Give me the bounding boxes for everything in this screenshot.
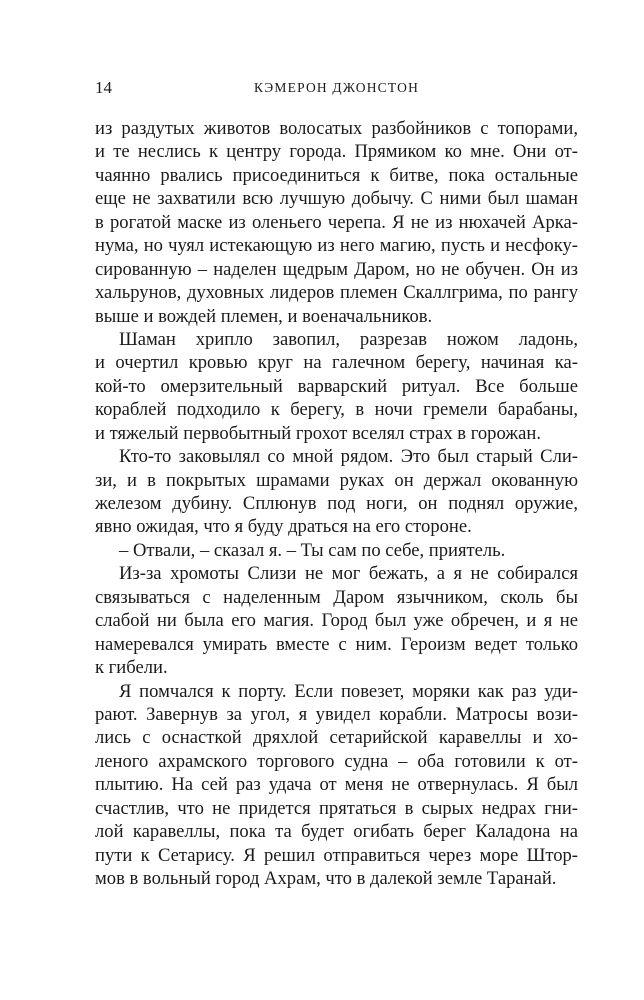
paragraph [95,539,578,562]
text-line: хальрунов, духовных лидеров племен Скаллгрима, по рангу [95,282,578,304]
text-line: намеревался умирать вместе с ним. Героизм ведет только [95,633,578,655]
text-line: кораблей подходило к берегу, в ночи гремели барабаны, [95,399,578,421]
text-line: Я помчался к порту. Если повезет, моряки как раз уди- [119,680,578,702]
paragraph [95,562,578,679]
text-line: нума, но чуял истекающую из него магию, пусть и несфоку- [95,235,578,257]
text-line: лись с оснасткой дряхлой сетарийской каравеллы и хо- [95,727,578,749]
text-line: плытию. На сей раз удача от меня не отвернулась. Я был [95,774,578,796]
text-line: связываться с наделенным Даром язычником, сколь бы [95,586,578,608]
running-title: КЭМЕРОН ДЖОНСТОН [253,80,420,95]
page-body [95,117,578,890]
text-line: в рогатой маске из оленьего черепа. Я не из нюхачей Арка- [95,211,578,233]
text-line: железом дубину. Сплюнув под ноги, он поднял оружие, [95,493,578,514]
page-header [95,78,578,100]
text-line: – Отвали, – сказал я. – Ты сам по себе, приятель. [119,539,506,561]
text-line: Из-за хромоты Слизи не мог бежать, а я не собирался [119,563,578,585]
text-line: слабой ни была его магия. Город был уже обречен, и я не [95,610,578,632]
text-line: сированную – наделен щедрым Даром, но не обучен. Он из [95,258,578,280]
text-line: чаянно рвались присоединиться к битве, пока остальные [95,164,578,186]
text-line: зи, и в покрытых шрамами руках он держал окованную [95,469,578,491]
text-line: и очертил кровью круг на галечном берегу, начиная ка- [95,352,578,374]
paragraph [95,328,578,445]
text-line: и тяжелый первобытный грохот вселял страх в горожан. [95,422,541,444]
text-line: явно ожидая, что я буду драться на его стороне. [95,516,472,538]
text-line: Шаман хрипло завопил, разрезав ножом ладонь, [119,328,578,350]
paragraph [95,445,578,539]
text-line: пути к Сетарису. Я решил отправиться через море Штор- [95,844,578,866]
text-line: мов в вольный город Ахрам, что в далекой земле Таранай. [95,868,557,889]
text-line: из раздутых животов волосатых разбойников с топорами, [95,118,578,139]
text-line: кой-то омерзительный варварский ритуал. Все больше [95,375,578,397]
text-line: и те неслись к центру города. Прямиком ко мне. Они от- [95,141,578,163]
text-line: лой каравеллы, пока та будет огибать берег Каладона на [95,821,578,843]
text-line: выше и вождей племен, и военачальников. [95,305,433,327]
text-line: Кто-то заковылял со мной рядом. Это был старый Сли- [119,446,578,468]
text-line: счастлив, что не придется прятаться в сырых недрах гни- [95,797,578,819]
text-line: к гибели. [95,657,168,679]
paragraph [95,117,578,328]
paragraph [95,680,578,891]
text-line: рают. Завернув за угол, я увидел корабли. Матросы вози- [95,703,578,725]
text-line: еще не захватили всю лучшую добычу. С ними был шаман [95,188,578,210]
text-line: леного ахрамского торгового судна – оба готовили к от- [95,750,578,772]
page-number: 14 [95,78,112,97]
